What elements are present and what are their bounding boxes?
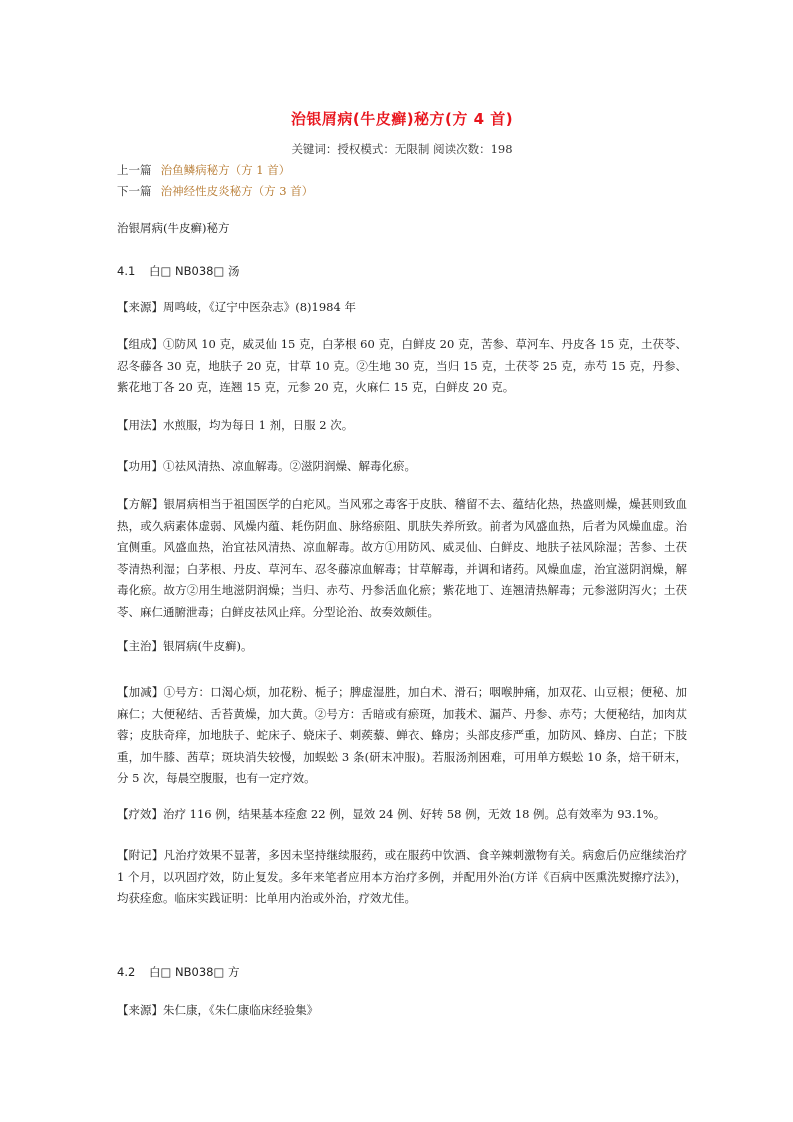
prev-article-nav [117,162,290,178]
composition-text: ①防风 10 克，威灵仙 15 克，白茅根 60 克，白鲜皮 20 克，苦参、草河车、丹皮各 15 克，土茯苓、忍冬藤各 30 克，地肤子 20 克，甘草 10 克。②生地 30 克，当归 15 克，土茯苓 25 克，赤芍 15 克，丹参、紫花地丁各 20 克，连翘 15 克，元参 20 克，火麻仁 15 克，白鲜皮 20 克。 [117,337,688,394]
composition-paragraph [117,334,687,399]
page-title: 治银屑病(牛皮癣)秘方(方 4 首) [290,110,514,128]
composition-tag: 【组成】 [117,337,164,351]
function-text: ①祛风清热、凉血解毒。②滋阴润燥、解毒化瘀。 [163,459,416,473]
indication-tag: 【主治】 [117,639,163,653]
article-meta: 关键词：授权模式：无限制 阅读次数：198 [291,142,513,156]
explanation-paragraph [117,494,687,623]
indication-paragraph [117,636,687,658]
source-tag: 【来源】 [117,1003,163,1017]
section-name: 白□ NB038□ 汤 [149,264,240,278]
next-article-nav [117,183,313,199]
section-heading-4-1 [117,263,239,279]
section-name: 白□ NB038□ 方 [149,965,240,979]
notes-text: 凡治疗效果不显著，多因未坚持继续服药，或在服药中饮酒、食辛辣刺激物有关。病愈后仍应继续治疗 1 个月，以巩固疗效，防止复发。多年来笔者应用本方治疗多例，并配用外治(方详《百病中医熏洗熨擦疗法》)，均获痊愈。临床实践证明：比单用内治或外治，疗效尤佳。 [117,848,687,905]
notes-tag: 【附记】 [117,848,164,862]
usage-paragraph [117,415,687,437]
function-paragraph [117,456,687,478]
section-number: 4.2 [117,965,136,979]
indication-text: 银屑病(牛皮癣)。 [163,639,253,653]
efficacy-text: 治疗 116 例，结果基本痊愈 22 例，显效 24 例、好转 58 例，无效 18 例。总有效率为 93.1%。 [163,807,666,821]
modification-tag: 【加减】 [117,685,164,699]
modification-text: ①号方：口渴心烦，加花粉、栀子；脾虚湿胜，加白术、滑石；咽喉肿痛，加双花、山豆根；便秘、加麻仁；大便秘结、舌苔黄燥，加大黄。②号方：舌暗或有瘀斑，加莪术、漏芦、丹参、赤芍；大便秘结，加肉苁蓉；皮肤奇痒，加地肤子、蛇床子、蛲床子、刺蒺藜、蝉衣、蜂房；头部皮疹严重，加防风、蜂房、白芷；下肢重，加牛膝、茜草；斑块消失较慢，加蜈蚣 3 条(研末冲服)。若服汤剂困难，可用单方蜈蚣 10 条，焙干研末，分 5 次，每晨空腹服，也有一定疗效。 [117,685,687,785]
notes-paragraph [117,845,687,910]
source-paragraph-4-2 [117,1000,687,1022]
function-tag: 【功用】 [117,459,163,473]
section-number: 4.1 [117,264,136,278]
source-tag: 【来源】 [117,300,163,314]
efficacy-tag: 【疗效】 [117,807,163,821]
section-heading-4-2 [117,964,239,980]
prev-article-link[interactable]: 治鱼鳞病秘方（方 1 首） [160,163,291,177]
prev-label: 上一篇 [117,163,152,177]
modification-paragraph [117,682,687,790]
source-paragraph [117,297,687,319]
next-article-link[interactable]: 治神经性皮炎秘方（方 3 首） [160,184,314,198]
explanation-tag: 【方解】 [117,497,164,511]
efficacy-paragraph [117,804,687,826]
usage-tag: 【用法】 [117,418,163,432]
source-text: 周鸣岐，《辽宁中医杂志》(8)1984 年 [163,300,356,314]
source-text: 朱仁康，《朱仁康临床经验集》 [163,1003,319,1017]
intro-text: 治银屑病(牛皮癣)秘方 [117,221,230,235]
usage-text: 水煎服，均为每日 1 剂，日服 2 次。 [163,418,354,432]
explanation-text: 银屑病相当于祖国医学的白疕风。当风邪之毒客于皮肤、稽留不去、蕴结化热，热盛则燥，燥甚则致血热，或久病素体虚弱、风燥内蕴、耗伤阴血、脉络瘀阻、肌肤失养所致。前者为风盛血热，后者为风燥血虚。治宜侧重。风盛血热，治宜祛风清热、凉血解毒。故方①用防风、威灵仙、白鲜皮、地肤子祛风除湿；苦参、土茯苓清热利湿；白茅根、丹皮、草河车、忍冬藤凉血解毒；甘草解毒，并调和诸药。风燥血虚，治宜滋阴润燥，解毒化瘀。故方②用生地滋阴润燥；当归、赤芍、丹参活血化瘀；紫花地丁、连翘清热解毒；元参滋阴泻火；土茯苓、麻仁通腑泄毒；白鲜皮祛风止痒。分型论治、故奏效颇佳。 [117,497,687,619]
next-label: 下一篇 [117,184,152,198]
